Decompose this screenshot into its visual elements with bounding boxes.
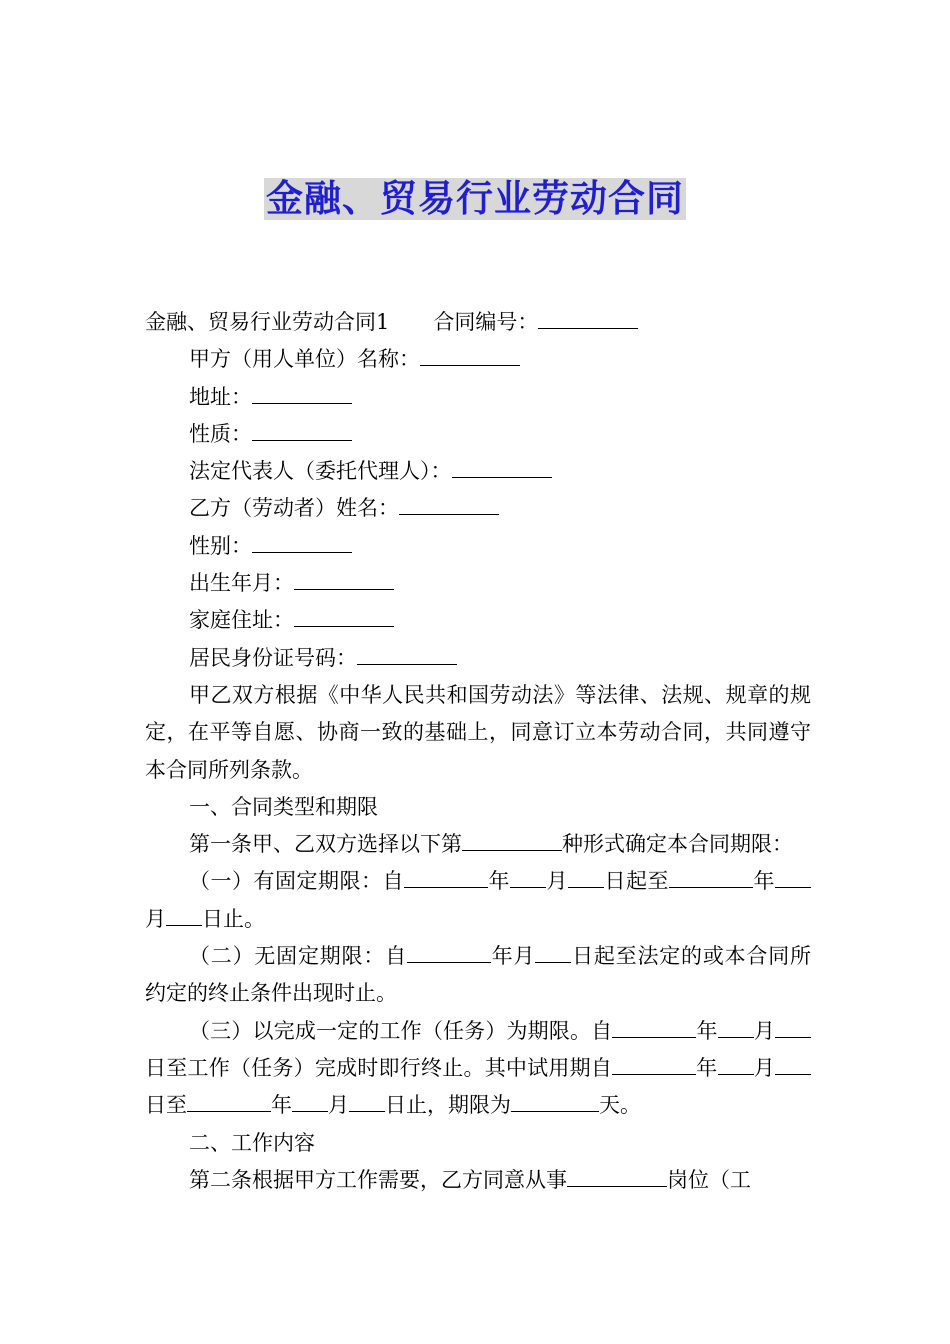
section-1-heading: 一、合同类型和期限 [189, 794, 378, 819]
open-start-day-blank[interactable] [535, 940, 571, 963]
document-title-wrap [0, 178, 950, 220]
year-label: 年 [696, 1055, 718, 1080]
preamble-paragraph: 甲乙双方根据《中华人民共和国劳动法》等法律、法规、规章的规定，在平等自愿、协商一致的基础上，同意订立本劳动合同，共同遵守本合同所列条款。 [145, 682, 811, 782]
open-term-rest: 日起至法定的或本合同所约定的终止条件出现时止。 [145, 944, 812, 1006]
task-start-day-blank[interactable] [775, 1015, 811, 1038]
article-2-text-end: 岗位（工 [667, 1167, 751, 1192]
address-blank[interactable] [252, 381, 352, 404]
article-2-text: 第二条根据甲方工作需要，乙方同意从事 [189, 1167, 567, 1192]
address-label: 地址： [189, 384, 252, 409]
year-label: 年 [696, 1018, 718, 1043]
article-1-text-end: 种形式确定本合同期限： [562, 832, 793, 857]
probation-start-year-blank[interactable] [612, 1052, 696, 1075]
open-term-prefix: （二）无固定期限：自 [189, 944, 407, 969]
legal-rep-blank[interactable] [452, 455, 552, 478]
position-blank[interactable] [567, 1164, 667, 1187]
open-start-year-blank[interactable] [407, 940, 491, 963]
task-start-year-blank[interactable] [612, 1015, 696, 1038]
birth-label: 出生年月： [189, 571, 294, 596]
header-line [145, 304, 811, 341]
probation-start-month-blank[interactable] [718, 1052, 754, 1075]
gender-label: 性别： [189, 533, 252, 558]
home-address-blank[interactable] [294, 604, 394, 627]
party-a-name-line [145, 341, 811, 378]
task-term-until: 日至工作（任务）完成时即行终止。其中试用期自 [145, 1055, 613, 1080]
birth-blank[interactable] [294, 567, 394, 590]
party-b-name-label: 乙方（劳动者）姓名： [189, 496, 399, 521]
legal-rep-line [145, 453, 811, 490]
day-from-label: 日起至 [604, 869, 669, 894]
party-b-name-line [145, 490, 811, 527]
home-address-line [145, 602, 811, 639]
fixed-end-day-blank[interactable] [166, 903, 202, 926]
day-to-label: 日至 [145, 1093, 187, 1118]
id-number-label: 居民身份证号码： [189, 645, 357, 670]
gender-line [145, 528, 811, 565]
nature-blank[interactable] [252, 418, 352, 441]
fixed-end-year-blank[interactable] [669, 865, 753, 888]
contract-number-label: 合同编号： [433, 310, 539, 334]
month-label: 月 [328, 1093, 349, 1118]
fixed-term-prefix: （一）有固定期限：自 [189, 869, 404, 894]
probation-start-day-blank[interactable] [775, 1052, 811, 1075]
year-label: 年 [753, 869, 775, 894]
probation-end-year-blank[interactable] [187, 1089, 271, 1112]
address-line [145, 379, 811, 416]
party-b-name-blank[interactable] [399, 492, 499, 515]
fixed-end-month-blank[interactable] [775, 865, 811, 888]
party-a-name-blank[interactable] [420, 343, 520, 366]
fixed-start-year-blank[interactable] [404, 865, 488, 888]
gender-blank[interactable] [252, 530, 352, 553]
probation-end-day-blank[interactable] [349, 1089, 385, 1112]
probation-end-month-blank[interactable] [292, 1089, 328, 1112]
year-label: 年 [271, 1093, 292, 1118]
month-label: 月 [145, 906, 166, 931]
open-term-clause [145, 938, 811, 1013]
doc-name: 金融、贸易行业劳动合同1 [145, 310, 390, 334]
birth-line [145, 565, 811, 602]
nature-line [145, 416, 811, 453]
year-label: 年 [488, 869, 510, 894]
fixed-start-month-blank[interactable] [510, 865, 546, 888]
month-label: 月 [753, 1055, 776, 1080]
fixed-term-clause [145, 863, 811, 938]
article-2 [145, 1162, 811, 1199]
task-start-month-blank[interactable] [718, 1015, 754, 1038]
article-1 [145, 826, 811, 863]
fixed-start-day-blank[interactable] [568, 865, 604, 888]
contract-number-blank[interactable] [538, 306, 638, 329]
days-label: 天。 [599, 1093, 641, 1118]
task-term-prefix: （三）以完成一定的工作（任务）为期限。自 [189, 1018, 613, 1043]
nature-label: 性质： [189, 421, 252, 446]
id-number-line [145, 640, 811, 677]
party-a-name-label: 甲方（用人单位）名称： [189, 347, 420, 372]
form-choice-blank[interactable] [462, 828, 562, 851]
article-1-text: 第一条甲、乙双方选择以下第 [189, 832, 462, 857]
document-title: 金融、贸易行业劳动合同 [266, 177, 684, 220]
id-number-blank[interactable] [357, 642, 457, 665]
end-label: 日止。 [202, 906, 265, 931]
document-body [145, 304, 811, 1199]
month-label: 月 [546, 869, 568, 894]
legal-rep-label: 法定代表人（委托代理人）： [189, 459, 452, 484]
home-address-label: 家庭住址： [189, 608, 294, 633]
year-month-label: 年月 [490, 944, 536, 969]
month-label: 月 [753, 1018, 776, 1043]
probation-days-blank[interactable] [511, 1089, 599, 1112]
section-2-heading: 二、工作内容 [189, 1130, 315, 1155]
task-term-clause [145, 1013, 811, 1125]
day-end-label: 日止，期限为 [385, 1093, 511, 1118]
